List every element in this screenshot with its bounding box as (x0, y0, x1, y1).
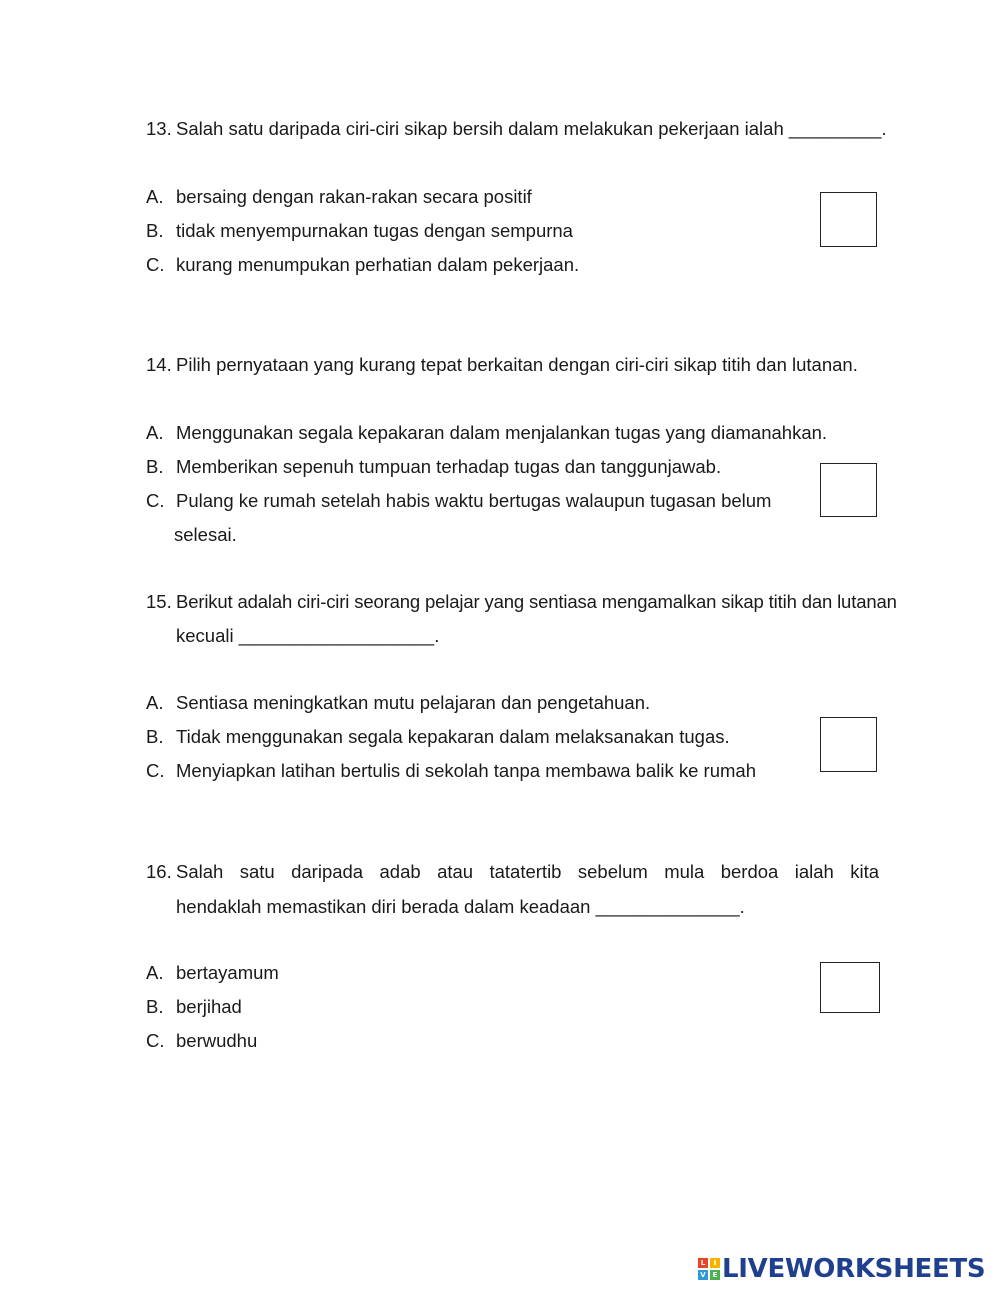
question-text: Salah satu daripada ciri-ciri sikap bersih dalam melakukan pekerjaan ialah _________. (176, 118, 887, 139)
option-text: Sentiasa meningkatkan mutu pelajaran dan pengetahuan. (176, 692, 651, 713)
option-letter: B. (146, 220, 164, 241)
question-text: Pilih pernyataan yang kurang tepat berkaitan dengan ciri-ciri sikap titih dan lutanan. (176, 354, 858, 375)
option-letter: C. (146, 490, 165, 511)
option-text: berwudhu (176, 1030, 258, 1051)
option-letter: A. (146, 962, 164, 983)
option-letter: A. (146, 422, 164, 443)
option-text: Menyiapkan latihan bertulis di sekolah tanpa membawa balik ke rumah (176, 760, 756, 781)
logo-cell: E (710, 1270, 720, 1280)
option-text: tidak menyempurnakan tugas dengan sempurna (176, 220, 573, 241)
option-letter: C. (146, 760, 165, 781)
option-text: Menggunakan segala kepakaran dalam menjalankan tugas yang diamanahkan. (176, 422, 828, 443)
option-text: berjihad (176, 996, 242, 1017)
answer-box-q16[interactable] (820, 962, 880, 1013)
option-letter: B. (146, 996, 164, 1017)
question-text: Berikut adalah ciri-ciri seorang pelajar yang sentiasa mengamalkan sikap titih dan lutanan (176, 591, 897, 612)
logo-cell: L (698, 1258, 708, 1268)
question-number: 13. (146, 118, 172, 139)
option-text: kurang menumpukan perhatian dalam pekerjaan. (176, 254, 580, 275)
question-text-continuation: kecuali ___________________. (176, 625, 440, 646)
liveworksheets-logo[interactable] (698, 1252, 985, 1286)
answer-box-q15[interactable] (820, 717, 877, 772)
option-letter: A. (146, 692, 164, 713)
option-letter: A. (146, 186, 164, 207)
option-letter: B. (146, 456, 164, 477)
option-letter: C. (146, 1030, 165, 1051)
question-number: 16. (146, 861, 172, 882)
option-text-continuation: selesai. (174, 524, 237, 545)
question-text-continuation: hendaklah memastikan diri berada dalam keadaan ______________. (176, 896, 745, 917)
logo-cell: I (710, 1258, 720, 1268)
answer-box-q13[interactable] (820, 192, 877, 247)
answer-box-q14[interactable] (820, 463, 877, 517)
option-text: bertayamum (176, 962, 279, 983)
logo-cell: V (698, 1270, 708, 1280)
option-text: Memberikan sepenuh tumpuan terhadap tugas dan tanggunjawab. (176, 456, 722, 477)
question-number: 15. (146, 591, 172, 612)
option-letter: B. (146, 726, 164, 747)
brand-name: LIVEWORKSHEETS (722, 1254, 986, 1284)
option-text: Tidak menggunakan segala kepakaran dalam melaksanakan tugas. (176, 726, 730, 747)
option-letter: C. (146, 254, 165, 275)
question-number: 14. (146, 354, 172, 375)
option-text: bersaing dengan rakan-rakan secara positif (176, 186, 532, 207)
option-text: Pulang ke rumah setelah habis waktu bertugas walaupun tugasan belum (176, 490, 772, 511)
logo-mark-icon (698, 1258, 720, 1280)
question-text: Salah satu daripada adab atau tatatertib sebelum mula berdoa ialah kita (176, 861, 879, 882)
